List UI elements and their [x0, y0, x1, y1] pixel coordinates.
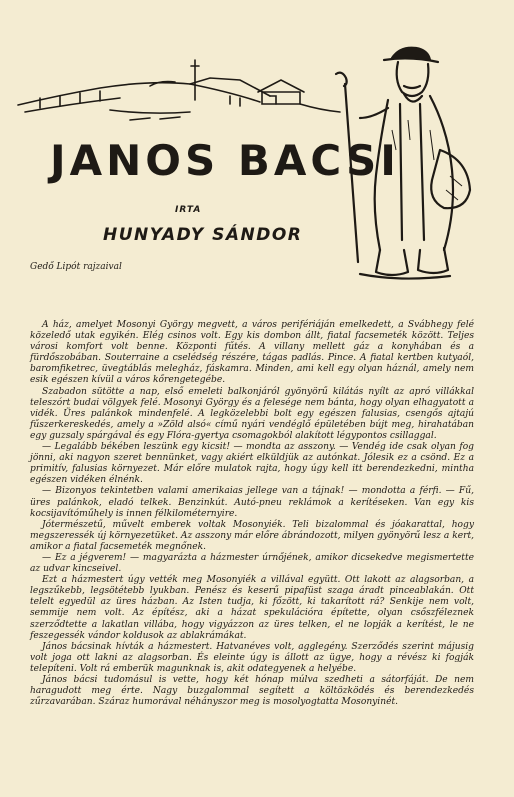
paragraph: Jótermészetű, művelt emberek voltak Mosonyiék. Teli bizalommal és jóakarattal, hogy megszeressék új környezetüket. Az asszony már előre ábrándozott, milyen gyönyörű lesz a kert, amikor a fiatal facsemeték megnőnek.: [30, 519, 474, 552]
author-name: HUNYADY SÁNDOR: [103, 225, 303, 245]
paragraph: A ház, amelyet Mosonyi György megvett, a város perifériáján emelkedett, a Svábhegy felé közeledő utak egyikén. Elég csinos volt. Egy kis dombon állt, fiatal facsemeték között. Teljes városi komfort volt benne. Központi fűtés. A villany mellett gáz a konyhában és a fürdőszobában. Souterraine a cselédség részére, tágas padlás. Pince. A fiatal kertben kutyaól, baromfiketrec, üvegtáblás melegház, fáskamra. Minden, ami kell egy olyan háznál, amely nem esik egészen kívül a város kőrengetegébe.: [30, 320, 474, 386]
paragraph: János bácsinak hívták a házmestert. Hatvanéves volt, agglegény. Szerződés szerint májusig volt joga ott lakni az alagsorban. És eleinte úgy is állott az ügye, hogy a révész ki fogják telepíteni. Volt rá emberük magunknak is, akit odategyenek a helyébe.: [30, 641, 474, 674]
paragraph: — Bizonyos tekintetben valami amerikaias jellege van a tájnak! — mondotta a férfi. — Fű, üres palánkok, eladó telkek. Benzinkút. Autó-pneu reklámok a kerítéseken. Van egy kis kocsijavítóműhely is innen félkilométernyire.: [30, 486, 474, 519]
story-body: [30, 320, 474, 708]
byline-label: IRTA: [175, 205, 202, 215]
paragraph: — Legalább békében leszünk egy kicsit! — mondta az asszony. — Vendég ide csak olyan fog jönni, aki nagyon szeret bennünket, vagy akiért elküldjük az autónkat. Jólesik ez a csönd. Ez a primitív, falusias környezet. Már előre mulatok rajta, hogy úgy kell itt berendezkedni, mintha egészen vidéken élnénk.: [30, 442, 474, 486]
paragraph: Szabadon sütötte a nap, első emeleti balkonjáról gyönyörű kilátás nyílt az apró villákkal teleszórt budai völgyek felé. Mosonyi György és a felesége nem bánta, hogy olyan elhagyatott a vidék. Üres palánkok mindenfelé. A legközelebbi bolt egy egészen falusias, csengős ajtajú fűszerkereskedés, amely a »Zöld alsó« című nyári vendéglő épületében bújt meg, hirahatában egy guzsaly spárgával és egy Flóra-gyertya csomagokból alakított légypontos csillaggal.: [30, 386, 474, 441]
paragraph: Ezt a házmestert úgy vették meg Mosonyiék a villával együtt. Ott lakott az alagsorban, a legszűkebb, legsötétebb lyukban. Penész és keserű pipafüst szaga áradt pinceablakán. Ott telelt egyedül az üres házban. Az Isten tudja, ki főzött, ki takarított rá? Senkije nem volt, semmije nem volt. Az építész, aki a házat spekulációra építette, olyan csőszféleznek szerződtette a lakatlan villába, hogy vigyázzon az üres telken, el ne lopják a kerítést, le ne feszegessék vándor koldusok az ablakrámákat.: [30, 575, 474, 641]
paragraph: — Ez a jégverem! — magyarázta a házmester úrnőjének, amikor dicsekedve megismertette az udvar kincseivel.: [30, 552, 474, 575]
story-title: JANOS BACSI: [50, 136, 400, 185]
paragraph: János bácsi tudomásul is vette, hogy két hónap múlva szedheti a sátorfáját. De nem haragudott meg érte. Nagy buzgalommal segített a költözködés és berendezkedés zűrzavarában. Száraz humorával néhányszor meg is mosolyogtatta Mosonyinét.: [30, 675, 474, 708]
illustration-credit: Gedő Lipót rajzaival: [30, 262, 122, 272]
